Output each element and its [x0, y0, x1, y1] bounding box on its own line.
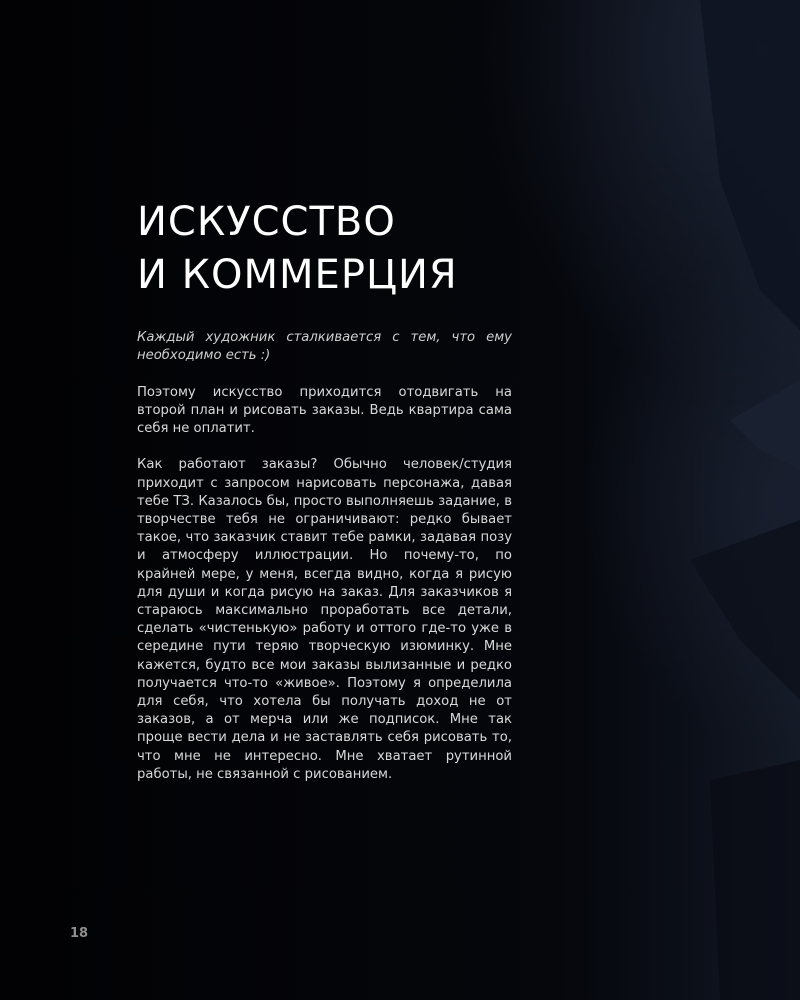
page-number: 18: [70, 926, 89, 941]
body-paragraph-2: Как работают заказы? Обычно человек/студия приходит с запросом нарисовать персонажа, давая тебе ТЗ. Казалось бы, просто выполняешь задание, в творчестве тебя не ограничивают: редко бывает такое, что заказчик ставит тебе рамки, задавая позу и атмосферу иллюстрации. Но почему-то, по крайней мере, у меня, всегда видно, когда я рисую для души и когда рисую на заказ. Для заказчиков я стараюсь максимально проработать все детали, сделать «чистенькую» работу и оттого где-то уже в середине пути теряю творческую изюминку. Мне кажется, будто все мои заказы вылизанные и редко получается что-то «живое». Поэтому я определила для себя, что хотела бы получать доход не от заказов, а от мерча или же подписок. Мне так проще вести дела и не заставлять себя рисовать то, что мне не интересно. Мне хватает рутинной работы, не связанной с рисованием.: [137, 457, 512, 782]
title-line-1: ИСКУССТВО: [137, 199, 396, 245]
article-body: [137, 329, 512, 802]
lead-paragraph: Каждый художник сталкивается с тем, что ему необходимо есть :): [137, 330, 512, 364]
title-line-2: И КОММЕРЦИЯ: [137, 252, 458, 298]
body-paragraph-1: Поэтому искусство приходится отодвигать на второй план и рисовать заказы. Ведь квартира сама себя не оплатит.: [137, 384, 512, 436]
page-title: [137, 196, 557, 302]
shadow-shape-bottom: [710, 760, 800, 1000]
